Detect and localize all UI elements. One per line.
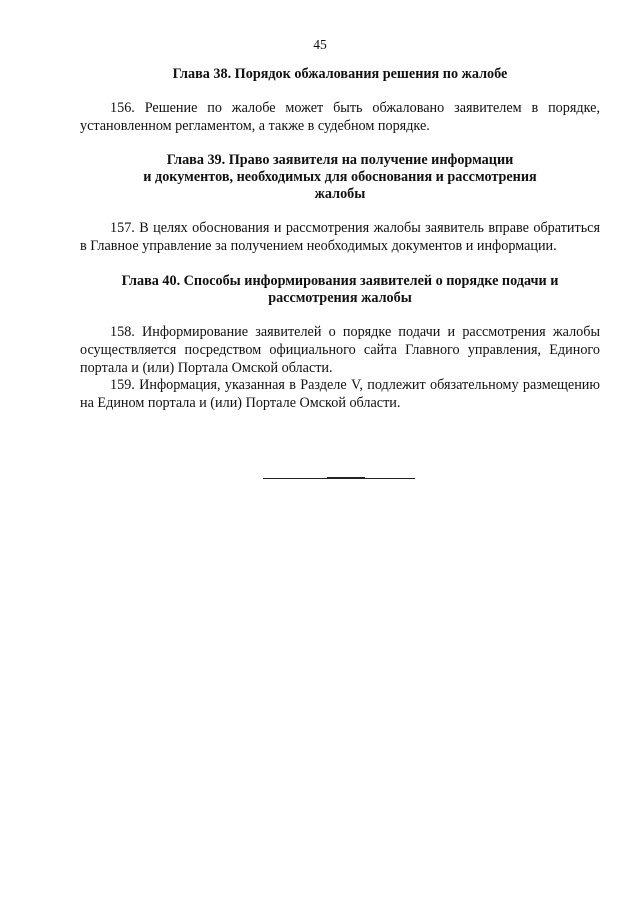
chapter-39-heading-line: Глава 39. Право заявителя на получение информации bbox=[166, 152, 514, 169]
paragraph-158: 158. Информирование заявителей о порядке подачи и рассмотрения жалобы осуществляется посредством официального сайта Главного управления, Единого портала и (или) Портала Омской области. bbox=[80, 324, 600, 376]
chapter-40-heading-line: Глава 40. Способы информирования заявителей о порядке подачи и bbox=[121, 273, 559, 290]
page-number: 45 bbox=[313, 37, 327, 52]
document-body bbox=[80, 66, 600, 412]
paragraph-159: 159. Информация, указанная в Разделе V, подлежит обязательному размещению на Едином портала и (или) Портале Омской области. bbox=[80, 377, 600, 411]
chapter-38-heading: Глава 38. Порядок обжалования решения по жалобе bbox=[172, 66, 508, 82]
chapter-40-heading bbox=[80, 273, 600, 307]
chapter-39-heading-line: жалобы bbox=[314, 186, 366, 203]
paragraph-156: 156. Решение по жалобе может быть обжаловано заявителем в порядке, установленном регламентом, а также в судебном порядке. bbox=[80, 100, 600, 134]
end-divider-accent bbox=[327, 477, 365, 478]
end-divider-line bbox=[263, 478, 415, 479]
chapter-39-heading bbox=[80, 152, 600, 203]
chapter-40-heading-line: рассмотрения жалобы bbox=[268, 290, 412, 307]
paragraph-157: 157. В целях обоснования и рассмотрения жалобы заявитель вправе обратиться в Главное управление за получением необходимых документов и информации. bbox=[80, 220, 600, 254]
chapter-39-heading-line: и документов, необходимых для обоснования и рассмотрения bbox=[143, 169, 537, 186]
